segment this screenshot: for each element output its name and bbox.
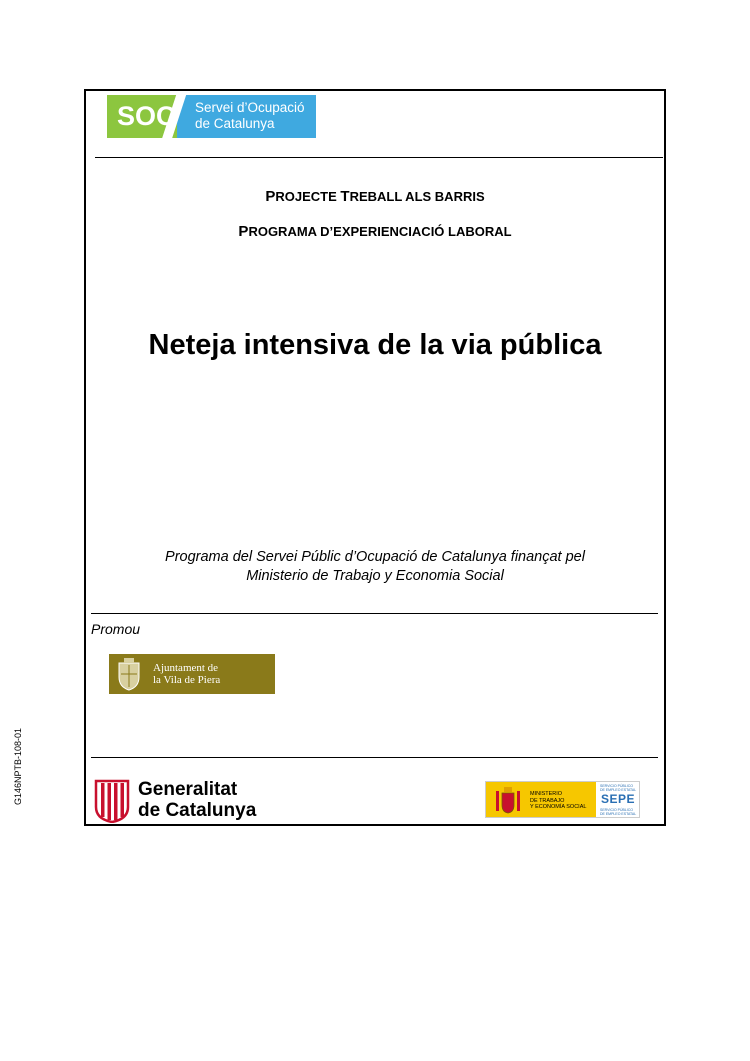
document-frame — [84, 89, 666, 826]
ajuntament-name: Ajuntament de la Vila de Piera — [153, 662, 221, 686]
soc-logo-name: Servei d’Ocupació de Catalunya — [195, 100, 305, 131]
header-divider — [95, 157, 663, 158]
document-code: G146NPTB-108-01 — [13, 727, 23, 805]
generalitat-logo — [94, 779, 257, 828]
generalitat-emblem-icon — [94, 779, 130, 823]
promou-label: Promou — [91, 621, 141, 637]
funding-line-1: Programa del Servei Públic d’Ocupació de Catalunya finançat pel — [165, 549, 585, 565]
footer-divider — [91, 757, 658, 758]
sepe-logo: SERVICIO PÚBLICO DE EMPLEO ESTATAL SEPE SERVICIO PÚBLICO DE EMPLEO ESTATAL — [598, 782, 639, 817]
coat-of-arms-icon — [115, 657, 143, 691]
project-title: PROJECTE TREBALL ALS BARRIS — [265, 188, 485, 205]
soc-logo-letters: SOC — [117, 101, 176, 131]
soc-logo — [107, 95, 316, 138]
main-title: Neteja intensiva de la via pública — [148, 329, 602, 361]
generalitat-name: Generalitat de Catalunya — [138, 779, 257, 821]
funding-line-2: Ministerio de Trabajo y Economia Social — [246, 568, 504, 584]
ministerio-name: MINISTERIO DE TRABAJO Y ECONOMÍA SOCIAL — [530, 791, 587, 810]
ajuntament-logo — [109, 654, 275, 694]
program-title: PROGRAMA D’EXPERIENCIACIÓ LABORAL — [238, 223, 512, 240]
promou-divider — [91, 613, 658, 614]
ministerio-sepe-logo — [485, 781, 640, 818]
spain-coat-of-arms-icon — [494, 785, 522, 815]
